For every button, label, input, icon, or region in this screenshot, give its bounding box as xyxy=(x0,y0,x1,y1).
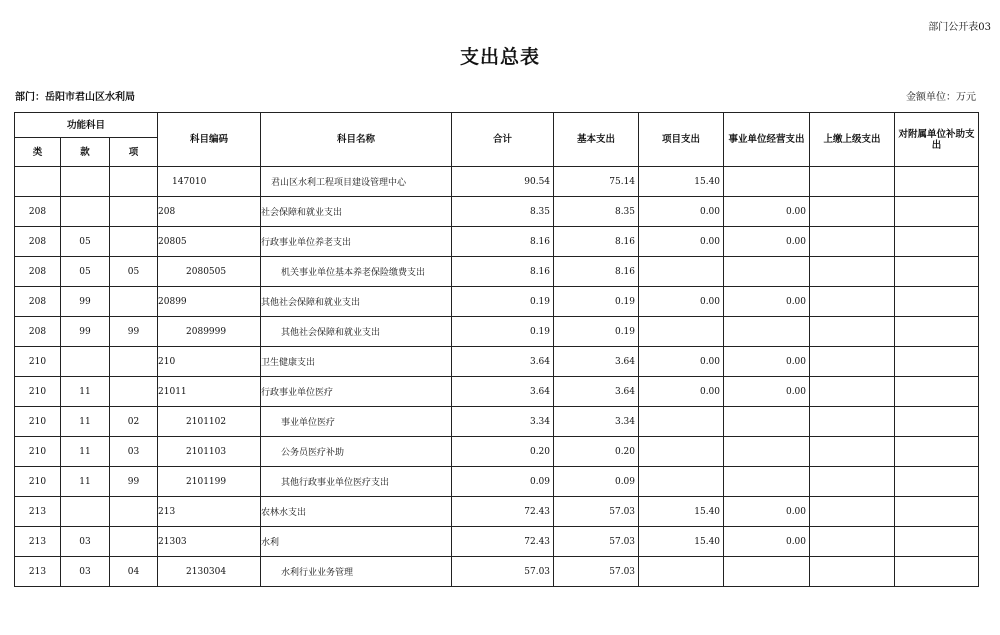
page-title: 支出总表 xyxy=(459,46,540,68)
cell-name: 社会保障和就业支出 xyxy=(261,197,452,227)
lei-header: 类 xyxy=(15,138,61,167)
cell-subsidy xyxy=(895,377,979,407)
cell-lei: 210 xyxy=(15,437,61,467)
cell-name: 水利行业业务管理 xyxy=(261,557,452,587)
table-body xyxy=(15,167,979,587)
cell-subsidy xyxy=(895,197,979,227)
cell-project xyxy=(639,557,724,587)
cell-xiang xyxy=(110,197,158,227)
cell-basic: 3.34 xyxy=(554,407,639,437)
cell-lei: 213 xyxy=(15,497,61,527)
cell-xiang xyxy=(110,167,158,197)
cell-xiang: 02 xyxy=(110,407,158,437)
table-row xyxy=(15,437,979,467)
cell-xiang: 99 xyxy=(110,467,158,497)
cell-subsidy xyxy=(895,497,979,527)
cell-basic: 0.09 xyxy=(554,467,639,497)
cell-xiang xyxy=(110,497,158,527)
cell-code: 20805 xyxy=(158,227,261,257)
subject-name-header: 科目名称 xyxy=(261,113,452,167)
cell-project: 0.00 xyxy=(639,347,724,377)
cell-project xyxy=(639,437,724,467)
cell-name: 行政事业单位医疗 xyxy=(261,377,452,407)
cell-total: 0.09 xyxy=(452,467,554,497)
table-row xyxy=(15,167,979,197)
cell-basic: 8.16 xyxy=(554,227,639,257)
cell-code: 2089999 xyxy=(158,317,261,347)
cell-project xyxy=(639,467,724,497)
cell-basic: 8.16 xyxy=(554,257,639,287)
table-row xyxy=(15,347,979,377)
cell-name: 君山区水利工程项目建设管理中心 xyxy=(261,167,452,197)
cell-code: 213 xyxy=(158,497,261,527)
cell-code: 21303 xyxy=(158,527,261,557)
cell-name: 机关事业单位基本养老保险缴费支出 xyxy=(261,257,452,287)
cell-name: 行政事业单位养老支出 xyxy=(261,227,452,257)
table-row xyxy=(15,287,979,317)
cell-basic: 57.03 xyxy=(554,527,639,557)
cell-subsidy xyxy=(895,287,979,317)
cell-xiang xyxy=(110,227,158,257)
subject-code-header: 科目编码 xyxy=(158,113,261,167)
cell-business xyxy=(724,407,810,437)
cell-upper xyxy=(810,257,895,287)
cell-xiang xyxy=(110,377,158,407)
kuan-header: 款 xyxy=(61,138,110,167)
cell-subsidy xyxy=(895,317,979,347)
table-row xyxy=(15,527,979,557)
cell-upper xyxy=(810,287,895,317)
cell-subsidy xyxy=(895,347,979,377)
table-row xyxy=(15,467,979,497)
cell-kuan xyxy=(61,497,110,527)
cell-name: 其他社会保障和就业支出 xyxy=(261,317,452,347)
table-row xyxy=(15,257,979,287)
cell-business xyxy=(724,317,810,347)
cell-code: 2080505 xyxy=(158,257,261,287)
cell-xiang xyxy=(110,527,158,557)
total-header: 合计 xyxy=(452,113,554,167)
cell-name: 其他行政事业单位医疗支出 xyxy=(261,467,452,497)
cell-upper xyxy=(810,347,895,377)
cell-lei: 213 xyxy=(15,527,61,557)
table-row xyxy=(15,197,979,227)
cell-code: 2101102 xyxy=(158,407,261,437)
cell-project: 0.00 xyxy=(639,197,724,227)
cell-total: 72.43 xyxy=(452,527,554,557)
cell-project xyxy=(639,407,724,437)
cell-subsidy xyxy=(895,407,979,437)
cell-code: 210 xyxy=(158,347,261,377)
cell-project xyxy=(639,257,724,287)
cell-name: 卫生健康支出 xyxy=(261,347,452,377)
xiang-header: 项 xyxy=(110,138,158,167)
cell-business xyxy=(724,467,810,497)
cell-kuan: 03 xyxy=(61,527,110,557)
cell-lei: 208 xyxy=(15,287,61,317)
cell-code: 2101199 xyxy=(158,467,261,497)
cell-kuan: 99 xyxy=(61,317,110,347)
cell-lei: 213 xyxy=(15,557,61,587)
cell-lei: 208 xyxy=(15,197,61,227)
cell-business xyxy=(724,437,810,467)
amount-unit-label: 金额单位：万元 xyxy=(906,92,976,103)
department-label: 部门：岳阳市君山区水利局 xyxy=(15,92,135,103)
functional-subject-header: 功能科目 xyxy=(15,113,158,138)
cell-business: 0.00 xyxy=(724,377,810,407)
cell-upper xyxy=(810,167,895,197)
cell-lei: 210 xyxy=(15,407,61,437)
cell-basic: 0.20 xyxy=(554,437,639,467)
cell-business: 0.00 xyxy=(724,527,810,557)
cell-upper xyxy=(810,407,895,437)
cell-total: 90.54 xyxy=(452,167,554,197)
cell-xiang: 03 xyxy=(110,437,158,467)
cell-total: 3.64 xyxy=(452,377,554,407)
cell-subsidy xyxy=(895,557,979,587)
cell-business: 0.00 xyxy=(724,227,810,257)
cell-code: 20899 xyxy=(158,287,261,317)
table-row xyxy=(15,317,979,347)
cell-total: 8.16 xyxy=(452,257,554,287)
cell-project: 0.00 xyxy=(639,287,724,317)
cell-project: 15.40 xyxy=(639,167,724,197)
cell-lei: 210 xyxy=(15,377,61,407)
cell-project: 15.40 xyxy=(639,527,724,557)
table-row xyxy=(15,497,979,527)
cell-business: 0.00 xyxy=(724,197,810,227)
cell-xiang: 04 xyxy=(110,557,158,587)
cell-name: 农林水支出 xyxy=(261,497,452,527)
cell-code: 21011 xyxy=(158,377,261,407)
cell-total: 3.34 xyxy=(452,407,554,437)
cell-xiang: 05 xyxy=(110,257,158,287)
cell-business xyxy=(724,257,810,287)
cell-upper xyxy=(810,377,895,407)
cell-xiang: 99 xyxy=(110,317,158,347)
expenditure-table xyxy=(14,112,979,587)
cell-name: 水利 xyxy=(261,527,452,557)
cell-kuan: 05 xyxy=(61,227,110,257)
table-header xyxy=(15,113,979,167)
cell-code: 147010 xyxy=(158,167,261,197)
cell-business: 0.00 xyxy=(724,497,810,527)
cell-project: 0.00 xyxy=(639,227,724,257)
cell-subsidy xyxy=(895,167,979,197)
cell-basic: 0.19 xyxy=(554,317,639,347)
business-operation-header: 事业单位经营支出 xyxy=(724,113,810,167)
cell-basic: 3.64 xyxy=(554,377,639,407)
cell-subsidy xyxy=(895,437,979,467)
cell-kuan xyxy=(61,167,110,197)
form-number-label: 部门公开表03 xyxy=(928,22,991,33)
cell-kuan xyxy=(61,347,110,377)
cell-upper xyxy=(810,497,895,527)
cell-kuan: 05 xyxy=(61,257,110,287)
cell-total: 0.19 xyxy=(452,287,554,317)
cell-code: 208 xyxy=(158,197,261,227)
cell-total: 0.20 xyxy=(452,437,554,467)
cell-subsidy xyxy=(895,257,979,287)
cell-code: 2101103 xyxy=(158,437,261,467)
cell-total: 72.43 xyxy=(452,497,554,527)
cell-kuan: 03 xyxy=(61,557,110,587)
table-row xyxy=(15,227,979,257)
cell-business: 0.00 xyxy=(724,347,810,377)
cell-project: 0.00 xyxy=(639,377,724,407)
cell-kuan: 11 xyxy=(61,437,110,467)
cell-upper xyxy=(810,467,895,497)
cell-lei xyxy=(15,167,61,197)
cell-upper xyxy=(810,197,895,227)
cell-subsidy xyxy=(895,527,979,557)
table-row xyxy=(15,407,979,437)
cell-upper xyxy=(810,437,895,467)
cell-lei: 208 xyxy=(15,257,61,287)
cell-kuan xyxy=(61,197,110,227)
cell-total: 0.19 xyxy=(452,317,554,347)
cell-basic: 57.03 xyxy=(554,497,639,527)
cell-xiang xyxy=(110,347,158,377)
cell-name: 公务员医疗补助 xyxy=(261,437,452,467)
cell-total: 57.03 xyxy=(452,557,554,587)
cell-name: 事业单位医疗 xyxy=(261,407,452,437)
table-row xyxy=(15,377,979,407)
cell-lei: 208 xyxy=(15,317,61,347)
cell-basic: 75.14 xyxy=(554,167,639,197)
subsidiary-subsidy-header: 对附属单位补助支出 xyxy=(895,113,979,167)
cell-lei: 210 xyxy=(15,467,61,497)
cell-business: 0.00 xyxy=(724,287,810,317)
table-row xyxy=(15,557,979,587)
cell-upper xyxy=(810,227,895,257)
cell-project: 15.40 xyxy=(639,497,724,527)
basic-expenditure-header: 基本支出 xyxy=(554,113,639,167)
cell-kuan: 11 xyxy=(61,377,110,407)
cell-basic: 57.03 xyxy=(554,557,639,587)
cell-lei: 208 xyxy=(15,227,61,257)
cell-total: 3.64 xyxy=(452,347,554,377)
cell-project xyxy=(639,317,724,347)
project-expenditure-header: 项目支出 xyxy=(639,113,724,167)
cell-basic: 0.19 xyxy=(554,287,639,317)
cell-basic: 8.35 xyxy=(554,197,639,227)
cell-business xyxy=(724,167,810,197)
cell-subsidy xyxy=(895,227,979,257)
cell-upper xyxy=(810,317,895,347)
cell-business xyxy=(724,557,810,587)
cell-kuan: 11 xyxy=(61,467,110,497)
cell-code: 2130304 xyxy=(158,557,261,587)
cell-upper xyxy=(810,527,895,557)
cell-total: 8.35 xyxy=(452,197,554,227)
cell-upper xyxy=(810,557,895,587)
cell-name: 其他社会保障和就业支出 xyxy=(261,287,452,317)
upper-remittance-header: 上缴上级支出 xyxy=(810,113,895,167)
cell-basic: 3.64 xyxy=(554,347,639,377)
cell-subsidy xyxy=(895,467,979,497)
cell-kuan: 11 xyxy=(61,407,110,437)
cell-lei: 210 xyxy=(15,347,61,377)
cell-total: 8.16 xyxy=(452,227,554,257)
cell-kuan: 99 xyxy=(61,287,110,317)
cell-xiang xyxy=(110,287,158,317)
